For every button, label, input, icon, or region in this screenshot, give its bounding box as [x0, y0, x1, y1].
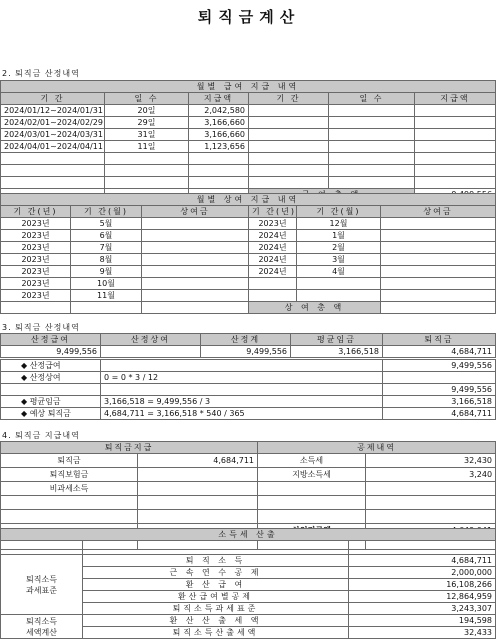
month-cell: 1월 [297, 230, 381, 242]
calc-formula: 3,166,518 = 9,499,556 / 3 [101, 396, 383, 408]
days-cell: 11일 [105, 141, 189, 153]
days-cell: 20일 [105, 105, 189, 117]
table-row [1, 242, 496, 254]
monthly-header: 일 수 [329, 93, 415, 105]
tax-item-value: 3,243,307 [349, 603, 496, 615]
tax-item-label: 환 산 산 출 세 액 [83, 615, 349, 627]
tax-item-value: 194,598 [349, 615, 496, 627]
tax-item-value: 12,864,959 [349, 591, 496, 603]
table-row [1, 346, 496, 358]
year-cell: 2023년 [249, 218, 297, 230]
year-cell: 2024년 [249, 254, 297, 266]
section-4-heading: 4. 퇴직금 지급내역 [2, 431, 80, 440]
table-row [1, 129, 496, 141]
calc-result: 4,684,711 [383, 408, 496, 420]
calc-value [101, 346, 201, 358]
bonus-header: 기 간(년) [1, 206, 71, 218]
section-2-heading: 2. 퇴직금 산정내역 [2, 69, 80, 78]
payout-label: 비과세소득 [1, 482, 138, 496]
calc-formula [101, 360, 383, 372]
month-cell: 5월 [71, 218, 142, 230]
bonus-header: 상여금 [381, 206, 496, 218]
year-cell: 2023년 [1, 266, 71, 278]
calc-result: 9,499,556 [383, 360, 496, 372]
monthly-header: 지급액 [415, 93, 496, 105]
table-row [1, 615, 496, 627]
calc-result: 3,166,518 [383, 396, 496, 408]
calc-formula [101, 384, 383, 396]
monthly-header: 기 간 [1, 93, 105, 105]
period-cell: 2024/01/12~2024/01/31 [1, 105, 105, 117]
calc-value: 3,166,518 [291, 346, 383, 358]
calc-table [0, 333, 496, 358]
year-cell: 2023년 [1, 290, 71, 302]
table-row [1, 278, 496, 290]
bonus-total-label: 상 여 총 액 [249, 302, 381, 314]
calc-value: 9,499,556 [1, 346, 101, 358]
deduction-label [258, 482, 366, 496]
table-row [1, 254, 496, 266]
monthly-bonus-table [0, 193, 496, 314]
year-cell: 2024년 [249, 230, 297, 242]
monthly-header: 일 수 [105, 93, 189, 105]
table-row [1, 290, 496, 302]
table-row [1, 117, 496, 129]
payout-label: 퇴직금 [1, 454, 138, 468]
table-row [1, 384, 496, 396]
tax-bar: 소득세 산출 [1, 529, 496, 541]
table-row [1, 482, 496, 496]
year-cell: 2023년 [1, 278, 71, 290]
calc-value: 9,499,556 [201, 346, 291, 358]
tax-item-value: 16,108,266 [349, 579, 496, 591]
deduction-header: 공제내역 [258, 442, 496, 454]
calc-header: 평균임금 [291, 334, 383, 346]
table-row [1, 266, 496, 278]
calc-header: 산정상여 [101, 334, 201, 346]
payout-header: 퇴직금지급 [1, 442, 258, 454]
calc-header: 산정급여 [1, 334, 101, 346]
month-cell: 4월 [297, 266, 381, 278]
year-cell: 2023년 [1, 254, 71, 266]
tax-item-label: 퇴직소득과세표준 [83, 603, 349, 615]
amount-cell: 3,166,660 [189, 129, 249, 141]
deduction-label: 지방소득세 [258, 468, 366, 482]
calc-label: ◆ 산정급여 [1, 360, 101, 372]
deduction-value: 32,430 [366, 454, 496, 468]
calc-label: ◆ 산정상여 [1, 372, 101, 384]
table-row [1, 408, 496, 420]
table-row [1, 360, 496, 372]
tax-item-label: 퇴직소득산출세액 [83, 627, 349, 639]
bonus-header: 기 간(월) [71, 206, 142, 218]
month-cell: 10월 [71, 278, 142, 290]
month-cell: 12월 [297, 218, 381, 230]
payout-value: 4,684,711 [138, 454, 258, 468]
tax-item-value: 32,433 [349, 627, 496, 639]
month-cell: 6월 [71, 230, 142, 242]
bonus-header: 상여금 [142, 206, 249, 218]
calc-label: ◆ 평균임금 [1, 396, 101, 408]
monthly-pay-table [0, 80, 496, 201]
bonus-header: 기 간(월) [297, 206, 381, 218]
days-cell: 31일 [105, 129, 189, 141]
section-3-heading: 3. 퇴직금 산정내역 [2, 323, 80, 332]
payout-label: 퇴직보험금 [1, 468, 138, 482]
calc-header: 퇴직금 [383, 334, 496, 346]
amount-cell: 1,123,656 [189, 141, 249, 153]
table-row [1, 218, 496, 230]
amount-cell: 3,166,660 [189, 117, 249, 129]
year-cell: 2023년 [1, 218, 71, 230]
table-row [1, 555, 496, 567]
monthly-bar: 월별 급여 지급 내역 [1, 81, 496, 93]
bonus-bar: 월별 상여 지급 내역 [1, 194, 496, 206]
tax-item-label: 환 산 급 여 [83, 579, 349, 591]
period-cell: 2024/02/01~2024/02/29 [1, 117, 105, 129]
table-row [1, 105, 496, 117]
table-row [1, 141, 496, 153]
calc-result [383, 372, 496, 384]
tax-item-value: 2,000,000 [349, 567, 496, 579]
deduction-label: 소득세 [258, 454, 366, 468]
table-row [1, 230, 496, 242]
calc-formula: 0 = 0 * 3 / 12 [101, 372, 383, 384]
calc-result: 9,499,556 [383, 384, 496, 396]
tax-item-label: 환산급여별공제 [83, 591, 349, 603]
year-cell: 2024년 [249, 266, 297, 278]
payout-value [138, 482, 258, 496]
calc-label: ◆ 예상 퇴직금 [1, 408, 101, 420]
year-cell: 2023년 [1, 230, 71, 242]
monthly-header: 기 간 [249, 93, 329, 105]
year-cell: 2024년 [249, 242, 297, 254]
period-cell: 2024/03/01~2024/03/31 [1, 129, 105, 141]
table-row [1, 372, 496, 384]
tax-group-label: 퇴직소득 과세표준 [1, 555, 83, 615]
month-cell: 11월 [71, 290, 142, 302]
calc-value: 4,684,711 [383, 346, 496, 358]
deduction-value: 3,240 [366, 468, 496, 482]
month-cell: 2월 [297, 242, 381, 254]
table-row [1, 454, 496, 468]
amount-cell: 2,042,580 [189, 105, 249, 117]
tax-group-label: 퇴직소득 세액계산 [1, 615, 83, 639]
year-cell: 2023년 [1, 242, 71, 254]
tax-table [0, 528, 496, 639]
period-cell: 2024/04/01~2024/04/11 [1, 141, 105, 153]
days-cell: 29일 [105, 117, 189, 129]
bonus-header: 기 간(년) [249, 206, 297, 218]
month-cell: 7월 [71, 242, 142, 254]
month-cell: 9월 [71, 266, 142, 278]
table-row [1, 396, 496, 408]
deduction-value [366, 482, 496, 496]
payout-value [138, 468, 258, 482]
calc-label [1, 384, 101, 396]
table-row [1, 468, 496, 482]
month-cell: 3월 [297, 254, 381, 266]
month-cell: 8월 [71, 254, 142, 266]
calc-formula: 4,684,711 = 3,166,518 * 540 / 365 [101, 408, 383, 420]
tax-item-value: 4,684,711 [349, 555, 496, 567]
tax-item-label: 퇴 직 소 득 [83, 555, 349, 567]
monthly-header: 지급액 [189, 93, 249, 105]
calc-detail-table [0, 359, 496, 420]
calc-header: 산정계 [201, 334, 291, 346]
page-title: 퇴직금계산 [197, 8, 301, 26]
tax-item-label: 근 속 연 수 공 제 [83, 567, 349, 579]
